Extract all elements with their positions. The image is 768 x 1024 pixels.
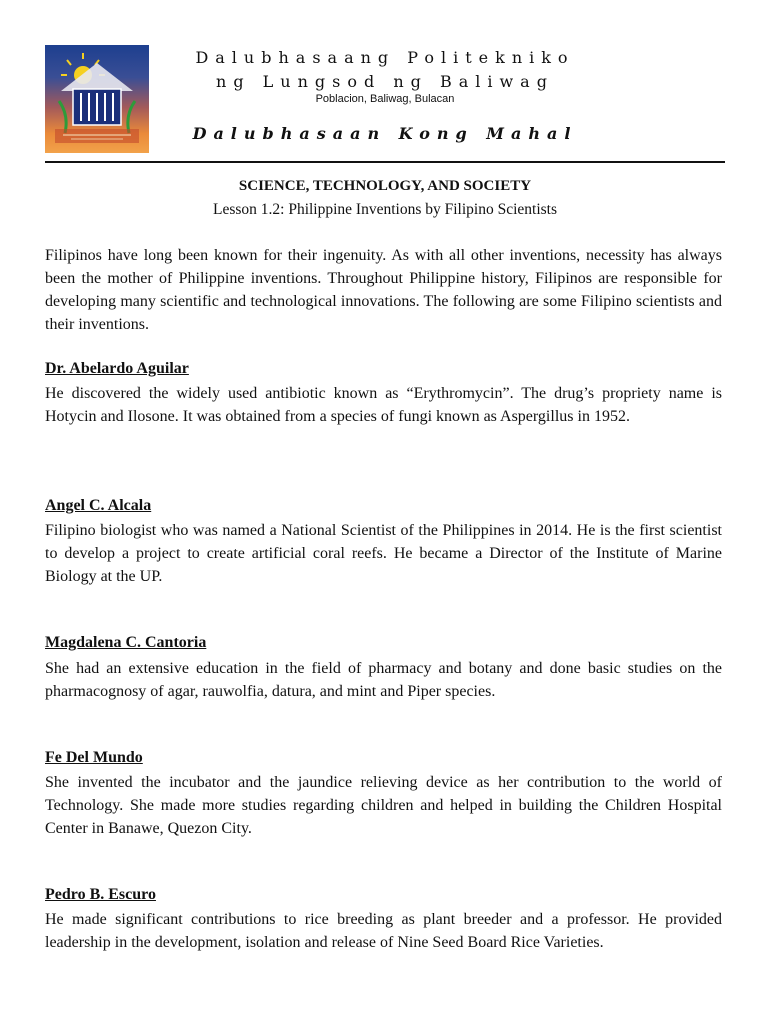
scientist-name: Angel C. Alcala <box>45 497 152 514</box>
intro-paragraph: Filipinos have long been known for their ingenuity. As with all other inventions, necessity has always been the mother of Philippine inventions. Throughout Philippine history, Filipinos are responsible for developing many scientific and technological innovations. The following are some Filipino scientists and their inventions. <box>45 247 722 333</box>
scientist-name: Dr. Abelardo Aguilar <box>45 360 189 377</box>
institution-name-line1: Dalubhasaang Politekniko <box>195 48 575 67</box>
lesson-title: Lesson 1.2: Philippine Inventions by Filipino Scientists <box>212 201 558 218</box>
institution-motto: Dalubhasaan Kong Mahal <box>192 124 578 143</box>
college-logo <box>45 45 149 153</box>
institution-address: Poblacion, Baliwag, Bulacan <box>315 93 455 105</box>
scientist-name: Magdalena C. Cantoria <box>45 634 207 651</box>
scientist-name: Fe Del Mundo <box>45 749 143 766</box>
scientist-description: He made significant contributions to rice breeding as plant breeder and a professor. He provided leadership in the development, isolation and release of Nine Seed Board Rice Varieties. <box>45 911 722 951</box>
scientist-name: Pedro B. Escuro <box>45 886 156 903</box>
header-divider <box>45 161 725 163</box>
course-title: SCIENCE, TECHNOLOGY, AND SOCIETY <box>238 178 532 194</box>
institution-name-line2: ng Lungsod ng Baliwag <box>216 72 554 91</box>
scientist-description: Filipino biologist who was named a National Scientist of the Philippines in 2014. He is the first scientist to develop a project to create artificial coral reefs. He became a Director of the Institute of Marine Biology at the UP. <box>45 522 722 585</box>
scientist-description: He discovered the widely used antibiotic known as “Erythromycin”. The drug’s propriety name is Hotycin and Ilosone. It was obtained from a species of fungi known as Aspergillus in 1952. <box>45 385 722 425</box>
scientist-description: She had an extensive education in the field of pharmacy and botany and done basic studies on the pharmacognosy of agar, rauwolfia, datura, and mint and Piper species. <box>45 660 722 700</box>
scientist-description: She invented the incubator and the jaundice relieving device as her contribution to the world of Technology. She made more studies regarding children and helped in building the Children Hospital Center in Banawe, Quezon City. <box>45 774 722 837</box>
college-seal-icon <box>45 45 149 153</box>
